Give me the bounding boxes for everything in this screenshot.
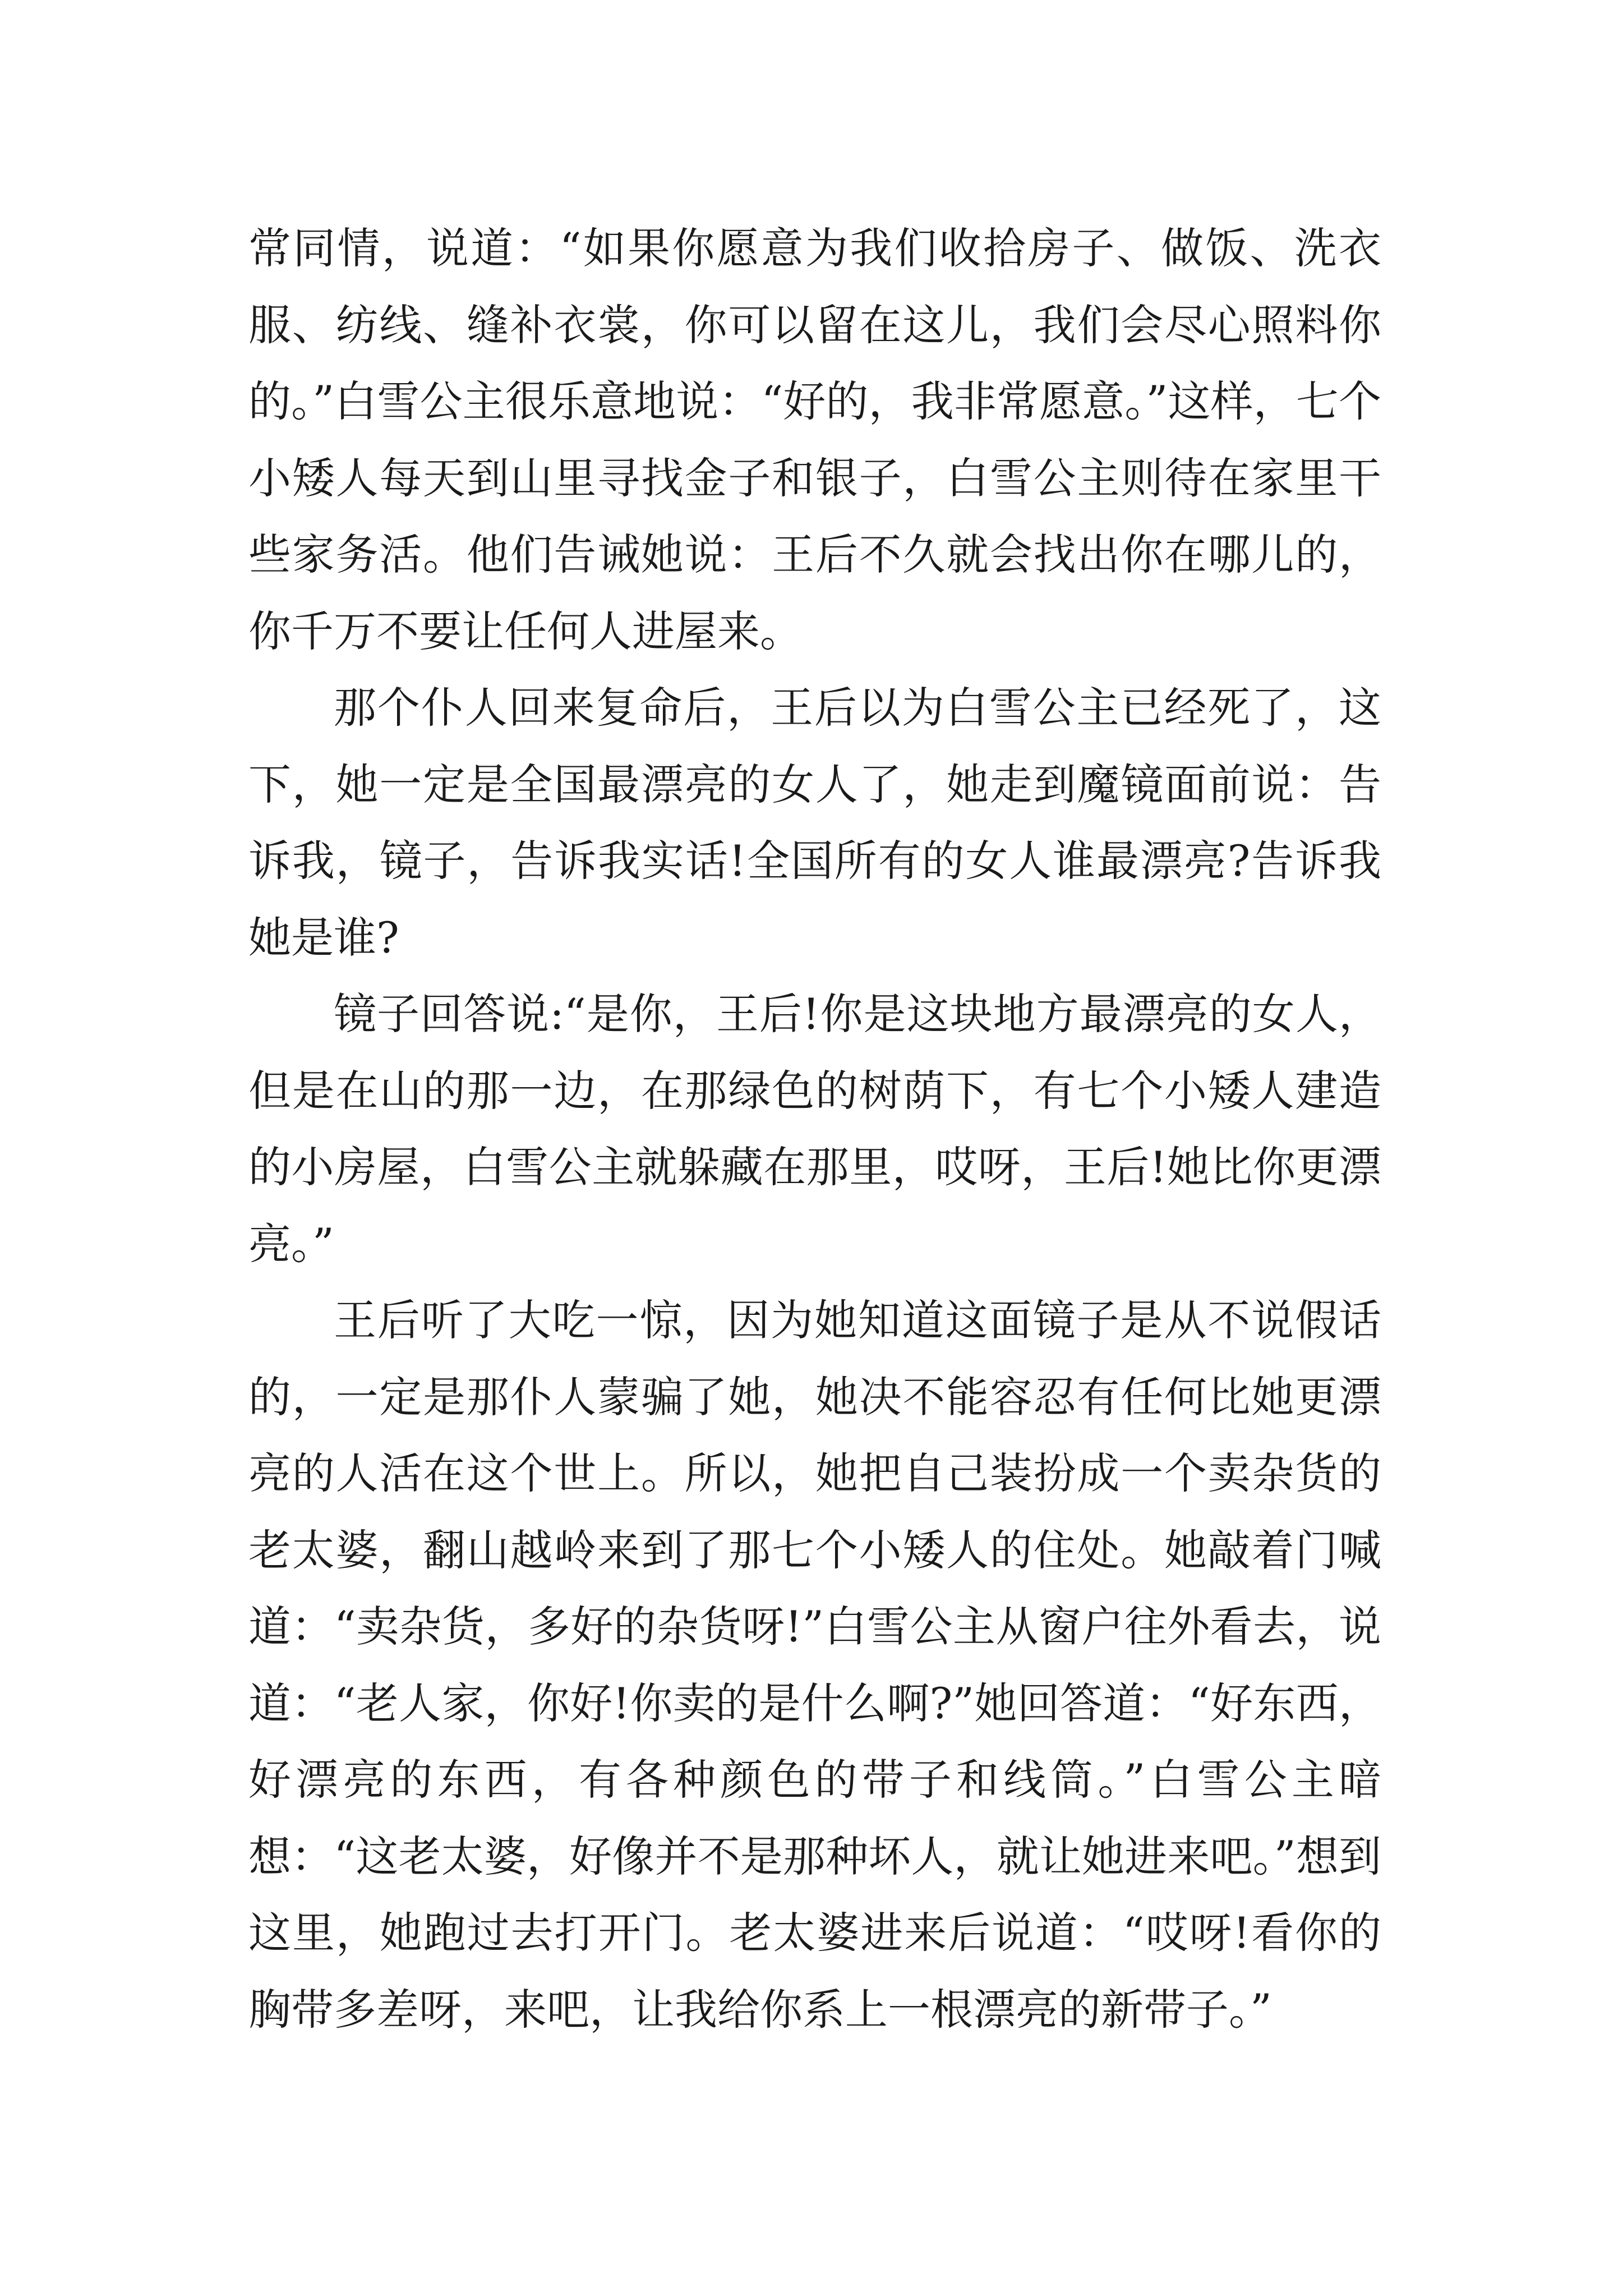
story-text [248,210,1381,2048]
paragraph-4: 王后听了大吃一惊，因为她知道这面镜子是从不说假话的，一定是那仆人蒙骗了她，她决不能容忍有任何比她更漂亮的人活在这个世上。所以，她把自己装扮成一个卖杂货的老太婆，翻山越岭来到了那七个小矮人的住处。她敲着门喊道：“卖杂货，多好的杂货呀!”白雪公主从窗户往外看去，说道：“老人家，你好!你卖的是什么啊?”她回答道：“好东西，好漂亮的东西，有各种颜色的带子和线筒。”白雪公主暗想：“这老太婆，好像并不是那种坏人，就让她进来吧。”想到这里，她跑过去打开门。老太婆进来后说道：“哎呀!看你的胸带多差呀，来吧，让我给你系上一根漂亮的新带子。” [248,1295,1381,2035]
paragraph-1: 常同情，说道：“如果你愿意为我们收拾房子、做饭、洗衣服、纺线、缝补衣裳，你可以留在这儿，我们会尽心照料你的。”白雪公主很乐意地说：“好的，我非常愿意。”这样，七个小矮人每天到山里寻找金子和银子，白雪公主则待在家里干些家务活。他们告诫她说：王后不久就会找出你在哪儿的，你千万不要让任何人进屋来。 [248,223,1381,656]
paragraph-3: 镜子回答说:“是你，王后!你是这块地方最漂亮的女人，但是在山的那一边，在那绿色的树荫下，有七个小矮人建造的小房屋，白雪公主就躲藏在那里，哎呀，王后!她比你更漂亮。” [248,989,1381,1269]
paragraph-2: 那个仆人回来复命后，王后以为白雪公主已经死了，这下，她一定是全国最漂亮的女人了，她走到魔镜面前说：告诉我，镜子，告诉我实话!全国所有的女人谁最漂亮?告诉我她是谁? [248,683,1381,963]
